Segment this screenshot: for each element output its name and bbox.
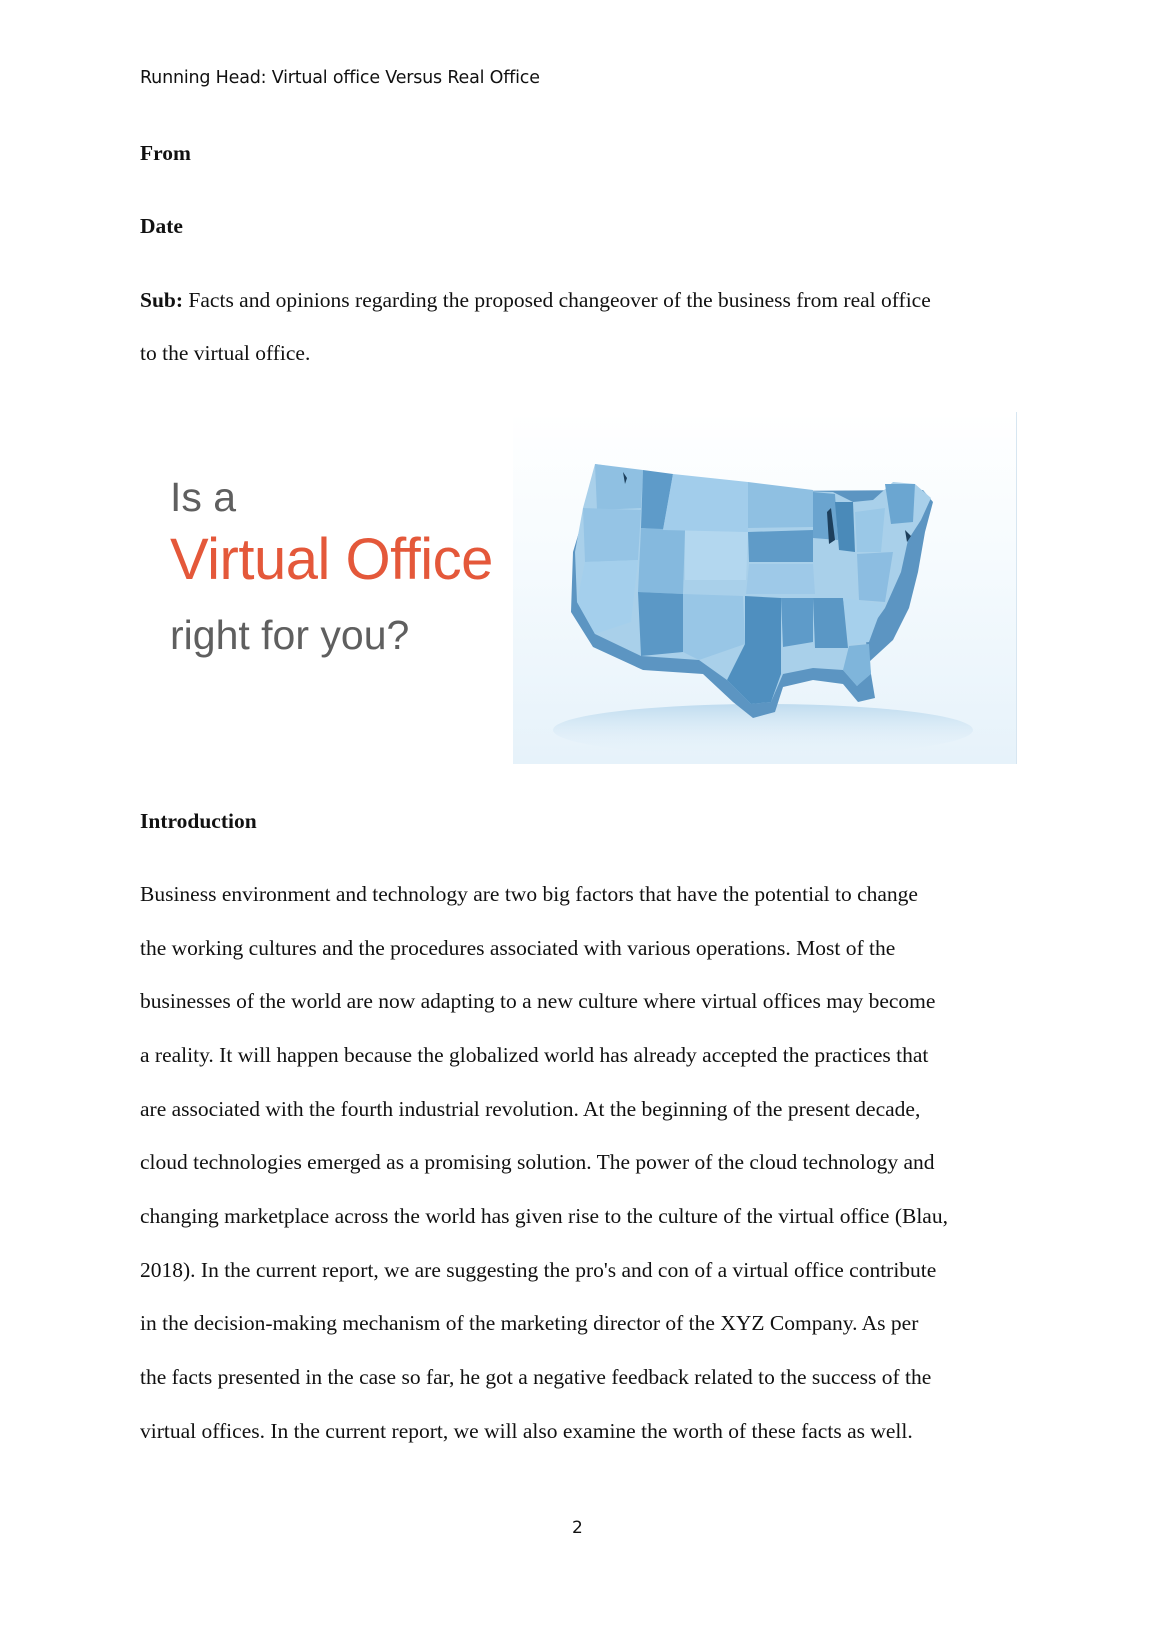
running-head: Running Head: Virtual office Versus Real Office: [140, 68, 540, 88]
figure-text-line1: Is a: [170, 474, 237, 520]
paragraph-line: the working cultures and the procedures associated with various operations. Most of the: [140, 936, 896, 960]
paragraph-line: virtual offices. In the current report, we will also examine the worth of these facts as well.: [140, 1419, 913, 1443]
subject-text: Facts and opinions regarding the proposed changeover of the business from real office: [183, 288, 931, 312]
figure-text-line3: right for you?: [170, 612, 410, 658]
subject-line: [140, 288, 931, 313]
subject-line-continued: to the virtual office.: [140, 341, 311, 365]
figure-border: [1016, 412, 1017, 764]
subject-label: Sub:: [140, 288, 184, 312]
page-number: 2: [572, 1518, 583, 1538]
figure-text-headline: Virtual Office: [170, 527, 493, 592]
from-label: From: [140, 141, 191, 165]
paragraph-line: cloud technologies emerged as a promising solution. The power of the cloud technology and: [140, 1150, 935, 1174]
paragraph-line: a reality. It will happen because the globalized world has already accepted the practices that: [140, 1043, 929, 1067]
paragraph-line: are associated with the fourth industrial revolution. At the beginning of the present decade,: [140, 1097, 921, 1121]
paragraph-line: Business environment and technology are two big factors that have the potential to change: [140, 882, 918, 906]
us-map-icon: [513, 412, 1017, 764]
section-heading: Introduction: [140, 809, 257, 833]
paragraph-line: 2018). In the current report, we are suggesting the pro's and con of a virtual office contribute: [140, 1258, 937, 1282]
paragraph-line: changing marketplace across the world has given rise to the culture of the virtual office (Blau,: [140, 1204, 948, 1228]
paragraph-line: the facts presented in the case so far, he got a negative feedback related to the success of the: [140, 1365, 932, 1389]
date-label: Date: [140, 214, 183, 238]
paragraph-line: in the decision-making mechanism of the marketing director of the XYZ Company. As per: [140, 1311, 919, 1335]
virtual-office-figure: [140, 412, 1017, 764]
paragraph-line: businesses of the world are now adapting to a new culture where virtual offices may become: [140, 989, 936, 1013]
